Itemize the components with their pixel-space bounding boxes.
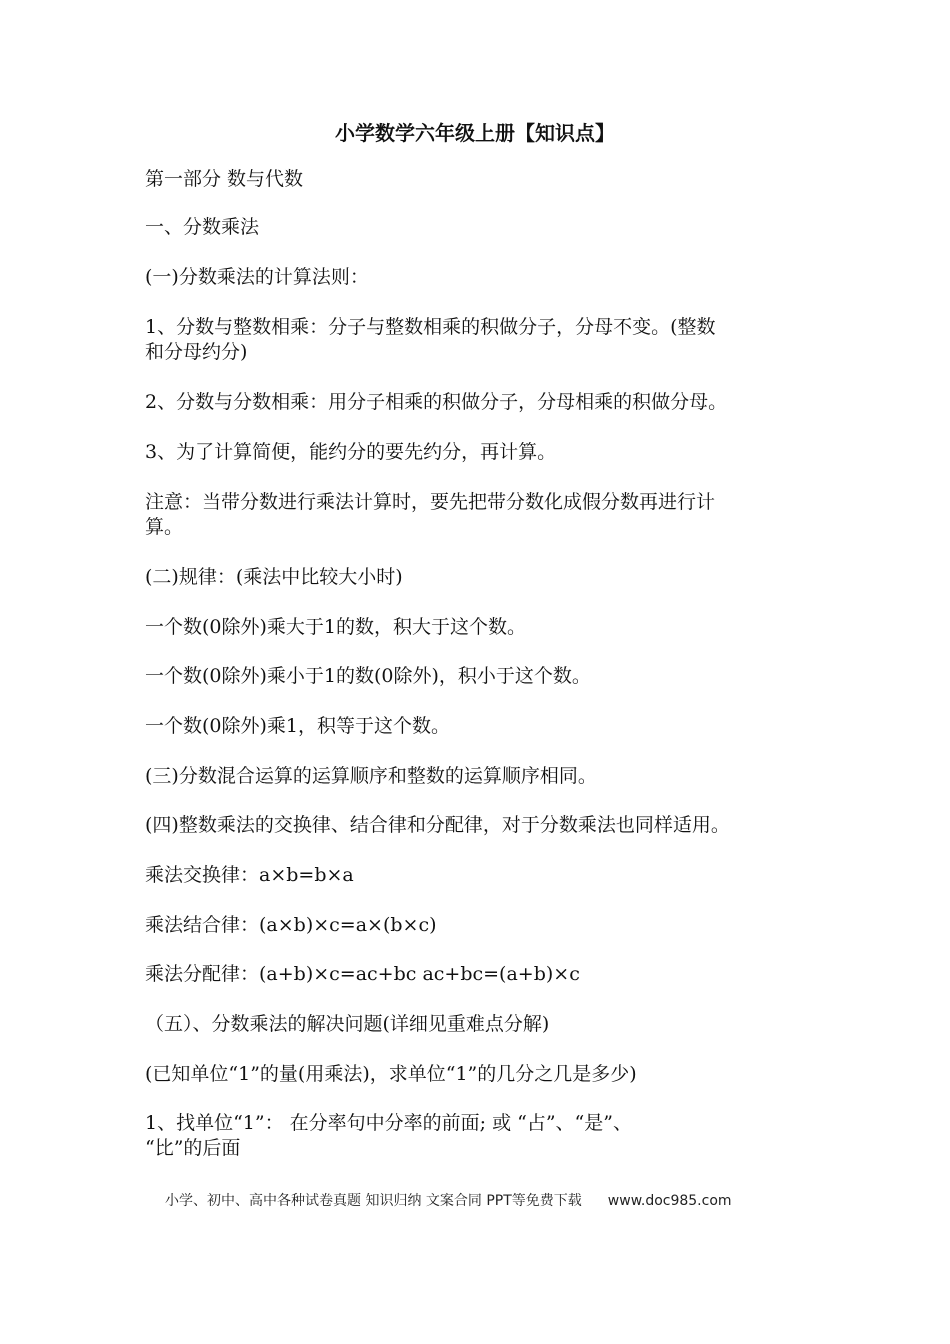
text-line: (已知单位“1”的量(用乘法)，求单位“1”的几分之几是多少) (145, 1063, 637, 1085)
text-line: (一)分数乘法的计算法则： (145, 266, 369, 288)
document-title: 小学数学六年级上册【知识点】 (335, 121, 615, 145)
text-line: 乘法结合律：(a×b)×c=a×(b×c) (145, 914, 437, 936)
text-line: 一个数(0除外)乘大于1的数，积大于这个数。 (145, 616, 527, 638)
text-line: （五）、分数乘法的解决问题(详细见重难点分解) (145, 1013, 550, 1035)
footer-text: 小学、初中、高中各种试卷真题 知识归纳 文案合同 PPT等免费下载 (165, 1193, 582, 1209)
text-line: 算。 (145, 516, 184, 538)
text-line: 2、分数与分数相乘：用分子相乘的积做分子，分母相乘的积做分母。 (145, 391, 728, 413)
text-line: (三)分数混合运算的运算顺序和整数的运算顺序相同。 (145, 765, 597, 787)
text-line: 一个数(0除外)乘小于1的数(0除外)，积小于这个数。 (145, 665, 591, 687)
text-line: 第一部分 数与代数 (145, 168, 304, 190)
footer-url: www.doc985.com (607, 1193, 732, 1209)
text-line: 1、分数与整数相乘：分子与整数相乘的积做分子，分母不变。(整数 (145, 316, 716, 338)
text-line: (四)整数乘法的交换律、结合律和分配律，对于分数乘法也同样适用。 (145, 814, 730, 836)
footer (165, 1190, 732, 1210)
text-line: 1、找单位“1”： 在分率句中分率的前面; 或 “占”、“是”、 (145, 1112, 632, 1134)
text-line: (二)规律：(乘法中比较大小时) (145, 566, 403, 588)
text-line: 一、分数乘法 (145, 216, 260, 238)
text-line: 注意：当带分数进行乘法计算时，要先把带分数化成假分数再进行计 (145, 491, 716, 513)
text-line: 乘法分配律：(a+b)×c=ac+bc ac+bc=(a+b)×c (145, 963, 580, 985)
text-line: 3、为了计算简便，能约分的要先约分，再计算。 (145, 441, 557, 463)
text-line: 和分母约分) (145, 341, 248, 363)
text-line: 乘法交换律：a×b=b×a (145, 864, 354, 886)
text-line: 一个数(0除外)乘1，积等于这个数。 (145, 715, 451, 737)
text-line: “比”的后面 (145, 1137, 241, 1159)
